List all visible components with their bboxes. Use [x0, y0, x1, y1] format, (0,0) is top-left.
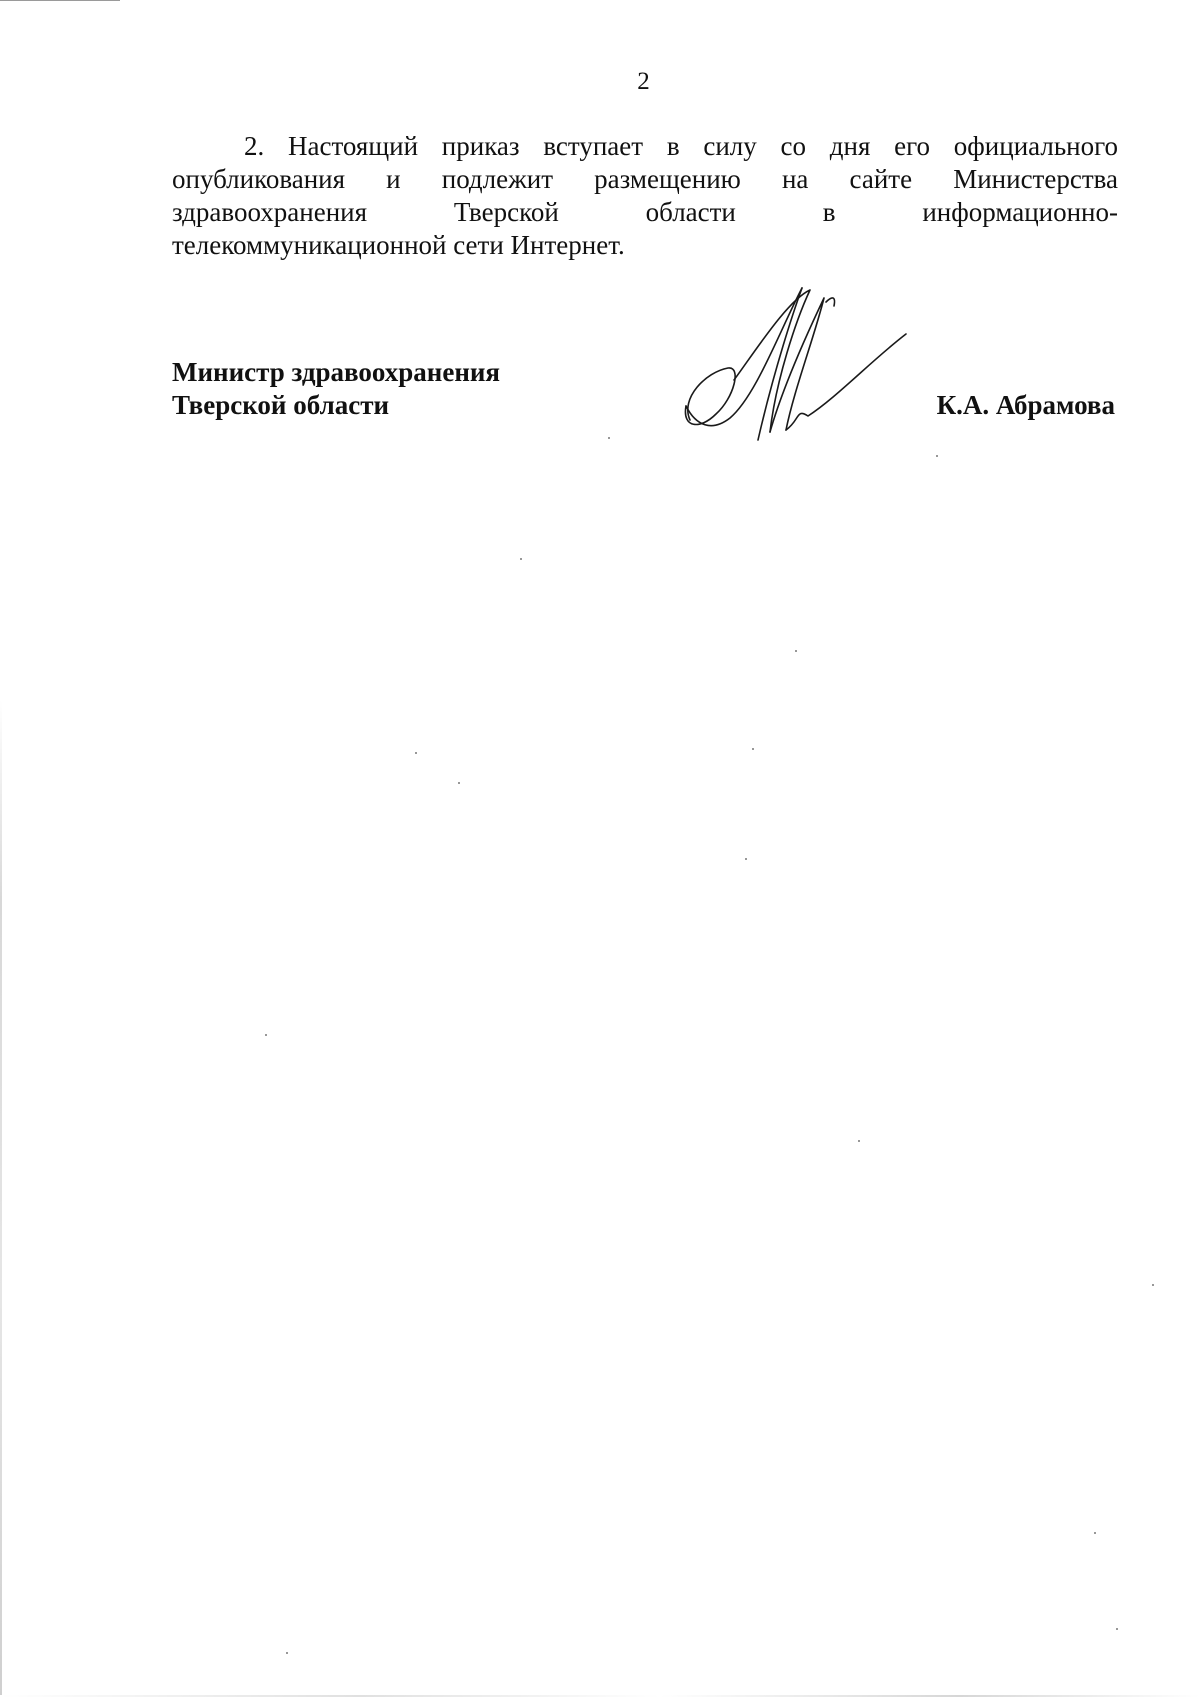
scan-speck: [858, 1140, 860, 1142]
scan-speck: [1116, 1628, 1118, 1630]
scan-speck: [752, 748, 754, 750]
scan-speck: [415, 752, 417, 754]
scan-speck: [458, 782, 460, 784]
page-number: 2: [637, 68, 650, 95]
signatory-title-line: Министр здравоохранения: [172, 357, 501, 387]
order-paragraph-2: [172, 130, 1118, 262]
signatory-title-line: Тверской области: [172, 390, 390, 420]
scan-speck: [745, 858, 747, 860]
scan-speck: [1152, 1284, 1154, 1286]
scan-edge-top: [0, 0, 120, 1]
scan-speck: [795, 650, 797, 652]
scan-speck: [520, 558, 522, 560]
signatory-name: К.А. Абрамова: [936, 390, 1115, 420]
scan-speck: [936, 455, 938, 457]
scan-speck: [608, 437, 610, 439]
paragraph-line: опубликования и подлежит размещению на сайте Министерства: [172, 164, 1118, 194]
scan-speck: [265, 1034, 267, 1036]
paragraph-line: телекоммуникационной сети Интернет.: [172, 230, 625, 260]
scan-edge-left: [0, 700, 2, 1697]
paragraph-line: здравоохранения Тверской области в информационно-: [172, 197, 1118, 227]
signatory-title: [172, 356, 500, 422]
signature-icon: [676, 280, 916, 460]
scan-speck: [1094, 1532, 1096, 1534]
paragraph-line: 2. Настоящий приказ вступает в силу со дня его официального: [244, 131, 1118, 161]
scan-speck: [286, 1652, 288, 1654]
